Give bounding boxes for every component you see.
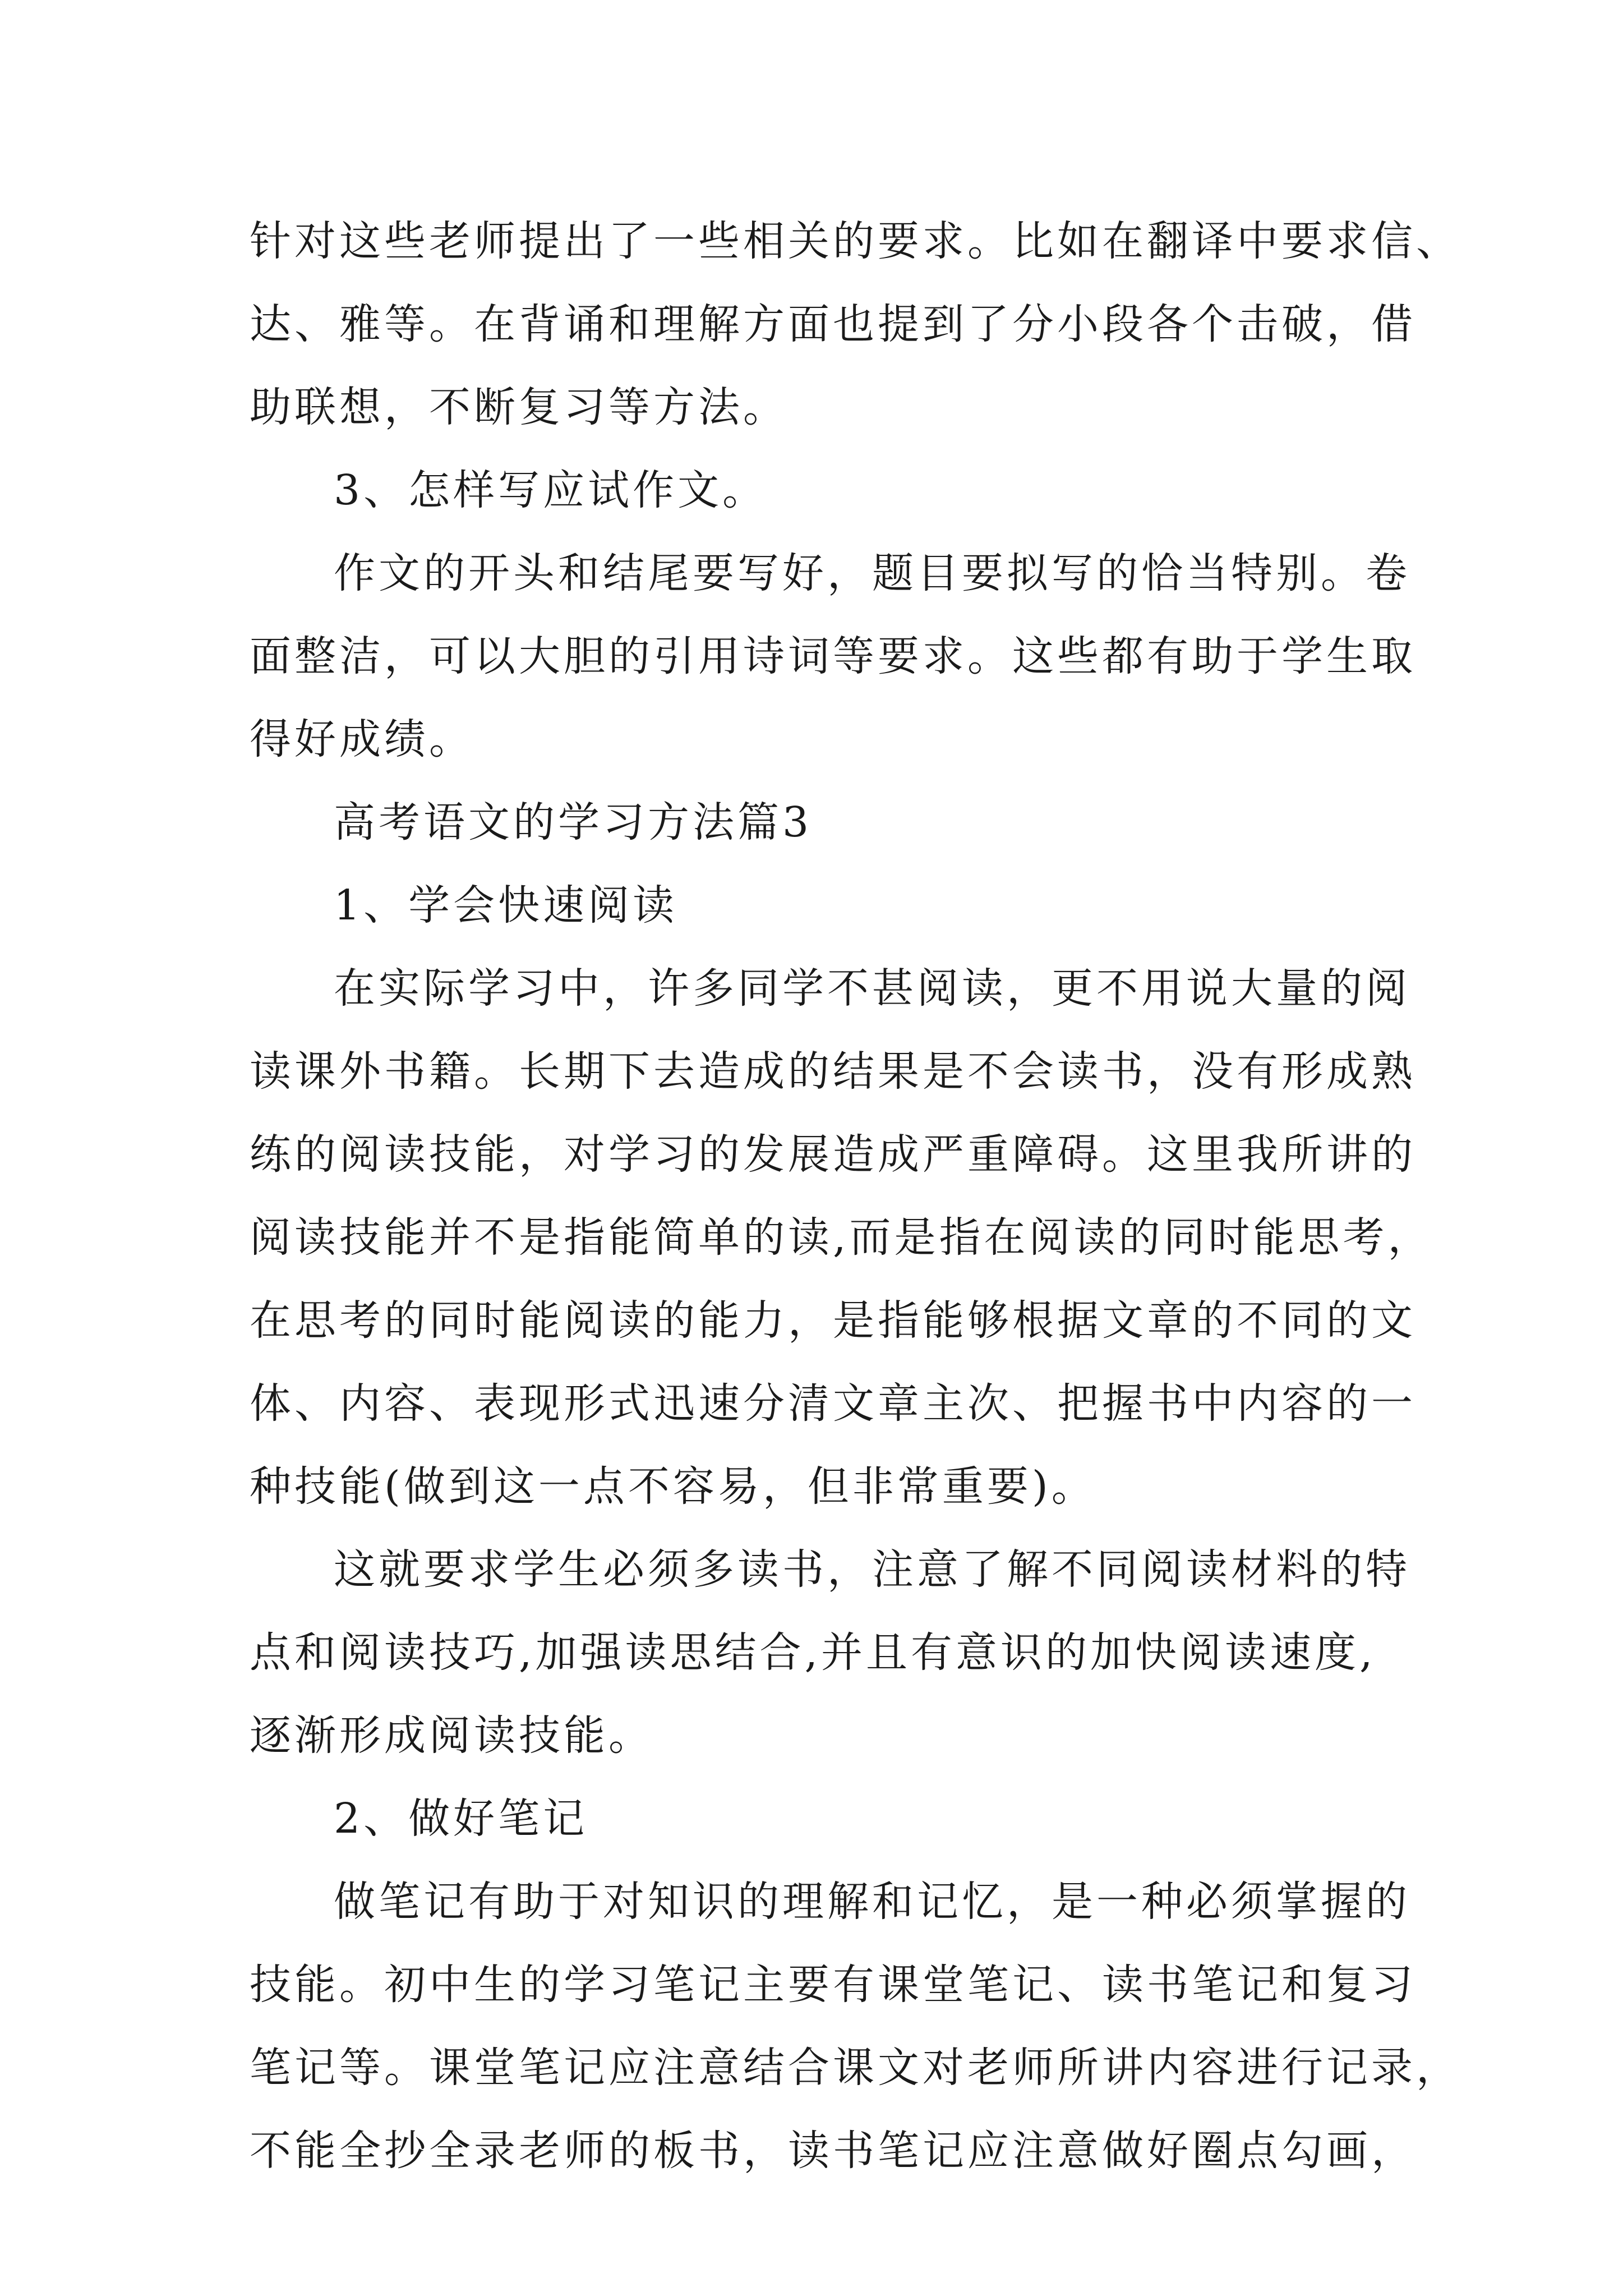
text-line-3: 助联想，不断复习等方法。: [250, 383, 788, 431]
section-heading-3: 3、怎样写应试作文。: [334, 466, 768, 514]
text-line-22: 技能。初中生的学习笔记主要有课堂笔记、读书笔记和复习: [250, 1961, 1416, 2009]
text-line-15: 体、内容、表现形式迅速分清文章主次、把握书中内容的一: [250, 1379, 1416, 1428]
section-heading-2: 2、做好笔记: [334, 1795, 588, 1843]
text-line-16: 种技能(做到这一点不容易，但非常重要)。: [250, 1462, 1096, 1511]
text-line-19: 逐渐形成阅读技能。: [250, 1711, 653, 1760]
text-line-2: 达、雅等。在背诵和理解方面也提到了分小段各个击破，借: [250, 300, 1416, 348]
article-subtitle: 高考语文的学习方法篇3: [334, 798, 813, 846]
text-line-18: 点和阅读技巧,加强读思结合,并且有意识的加快阅读速度,: [250, 1628, 1376, 1677]
text-line-11: 读课外书籍。长期下去造成的结果是不会读书，没有形成熟: [250, 1047, 1416, 1096]
text-line-7: 得好成绩。: [250, 715, 474, 763]
text-line-14: 在思考的同时能阅读的能力，是指能够根据文章的不同的文: [250, 1296, 1416, 1345]
text-line-6: 面整洁，可以大胆的引用诗词等要求。这些都有助于学生取: [250, 632, 1416, 680]
text-line-13: 阅读技能并不是指能简单的读,而是指在阅读的同时能思考，: [250, 1213, 1433, 1262]
text-line-1: 针对这些老师提出了一些相关的要求。比如在翻译中要求信、: [250, 217, 1461, 265]
text-line-21: 做笔记有助于对知识的理解和记忆，是一种必须掌握的: [334, 1878, 1410, 1926]
section-heading-1: 1、学会快速阅读: [334, 881, 678, 930]
text-line-12: 练的阅读技能，对学习的发展造成严重障碍。这里我所讲的: [250, 1130, 1416, 1179]
text-line-10: 在实际学习中，许多同学不甚阅读，更不用说大量的阅: [334, 964, 1410, 1013]
text-line-5: 作文的开头和结尾要写好，题目要拟写的恰当特别。卷: [334, 549, 1410, 597]
text-line-17: 这就要求学生必须多读书，注意了解不同阅读材料的特: [334, 1545, 1410, 1594]
text-line-24: 不能全抄全录老师的板书，读书笔记应注意做好圈点勾画，: [250, 2127, 1416, 2175]
text-line-23: 笔记等。课堂笔记应注意结合课文对老师所讲内容进行记录，: [250, 2044, 1461, 2092]
